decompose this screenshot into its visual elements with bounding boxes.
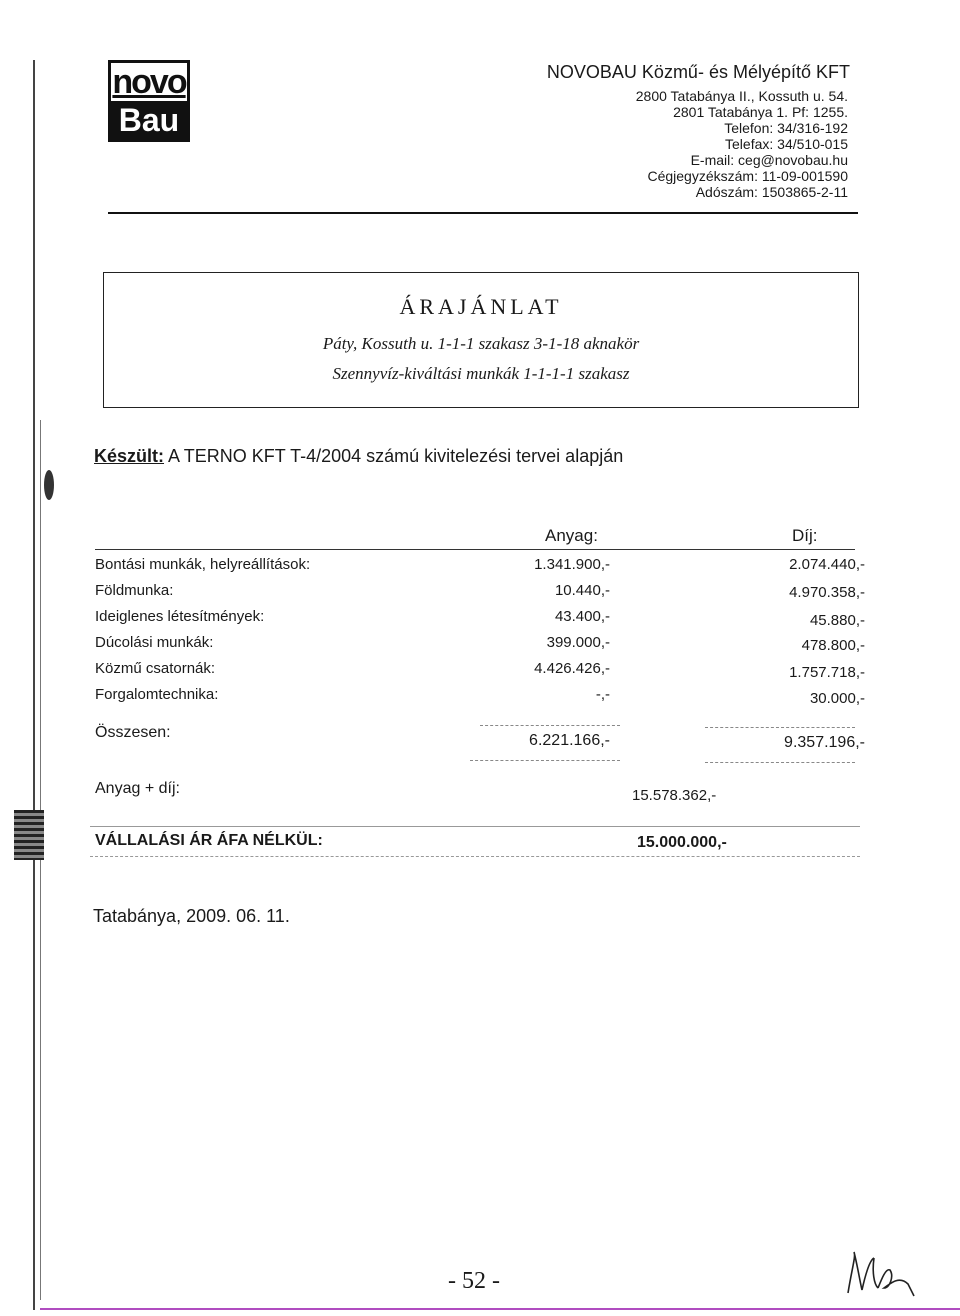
- logo-top-text: novo: [112, 63, 186, 101]
- total-fee-rule-bottom: [705, 762, 855, 763]
- total-label: Összesen:: [95, 724, 171, 741]
- table-row-fee: 1.757.718,-: [789, 664, 865, 681]
- table-row-fee: 45.880,-: [809, 612, 865, 629]
- final-rule-bottom: [90, 856, 860, 857]
- logo-bottom-text: Bau: [111, 101, 187, 139]
- company-name: NOVOBAU Közmű- és Mélyépítő KFT: [546, 62, 850, 82]
- table-row-fee: 2.074.440,-: [789, 556, 865, 573]
- table-row-material: -,-: [595, 686, 610, 703]
- table-row-material: 399.000,-: [546, 634, 610, 651]
- total-material: 6.221.166,-: [529, 732, 610, 749]
- prepared-by-label: Készült:: [94, 446, 165, 466]
- scan-punch-mark: [44, 470, 54, 500]
- scan-clip-mark: [14, 810, 44, 860]
- table-row-label: Ideiglenes létesítmények:: [95, 608, 265, 625]
- company-logo: [108, 60, 190, 142]
- document-date: Tatabánya, 2009. 06. 11.: [93, 906, 290, 926]
- document-title: ÁRAJÁNLAT: [399, 294, 563, 319]
- project-location: Páty, Kossuth u. 1-1-1 szakasz 3-1-18 aknakör: [322, 334, 640, 353]
- total-material-rule-bottom: [470, 760, 620, 761]
- table-row-fee: 478.800,-: [801, 637, 865, 654]
- company-tax-line: Adószám: 1503865-2-11: [695, 184, 848, 200]
- table-header-rule: [95, 549, 855, 550]
- table-row-fee: 4.970.358,-: [789, 584, 865, 601]
- table-row-material: 1.341.900,-: [534, 556, 610, 573]
- table-row-label: Földmunka:: [95, 582, 174, 599]
- company-address-line: 2800 Tatabánya II., Kossuth u. 54.: [635, 88, 848, 104]
- sum-value: 15.578.362,-: [632, 787, 717, 804]
- table-row-label: Bontási munkák, helyreállítások:: [95, 556, 311, 573]
- scan-binder-edge-inner: [40, 420, 41, 1300]
- sum-label: Anyag + díj:: [95, 780, 180, 797]
- prepared-by-line: [94, 446, 623, 467]
- company-phone-line: Telefon: 34/316-192: [724, 120, 848, 136]
- final-rule-top: [90, 826, 860, 827]
- project-description: Szennyvíz-kiváltási munkák 1-1-1-1 szakasz: [332, 364, 630, 383]
- table-row-label: Dúcolási munkák:: [95, 634, 214, 651]
- table-row-material: 4.426.426,-: [534, 660, 610, 677]
- page-bottom-rule: [40, 1308, 960, 1310]
- final-price-label: VÁLLALÁSI ÁR ÁFA NÉLKÜL:: [95, 832, 323, 849]
- company-po-box-line: 2801 Tatabánya 1. Pf: 1255.: [673, 104, 848, 120]
- table-row-label: Forgalomtechnika:: [95, 686, 219, 703]
- column-header-fee: Díj:: [792, 526, 818, 545]
- total-fee: 9.357.196,-: [784, 734, 865, 751]
- final-price-value: 15.000.000,-: [637, 834, 727, 851]
- table-row-fee: 30.000,-: [809, 690, 865, 707]
- header-divider: [108, 212, 858, 214]
- table-row-label: Közmű csatornák:: [95, 660, 216, 677]
- column-header-material: Anyag:: [545, 526, 598, 545]
- total-material-rule-top: [480, 725, 620, 726]
- total-fee-rule-top: [705, 727, 855, 728]
- table-row-material: 10.440,-: [554, 582, 610, 599]
- signature-image: [838, 1248, 918, 1298]
- company-fax-line: Telefax: 34/510-015: [725, 136, 848, 152]
- page-number: - 52 -: [448, 1268, 500, 1294]
- prepared-by-text: A TERNO KFT T-4/2004 számú kivitelezési tervei alapján: [168, 446, 624, 466]
- company-email-line: E-mail: ceg@novobau.hu: [690, 152, 848, 168]
- company-registration-line: Cégjegyzékszám: 11-09-001590: [647, 168, 848, 184]
- table-row-material: 43.400,-: [554, 608, 610, 625]
- scan-binder-edge: [33, 60, 35, 1310]
